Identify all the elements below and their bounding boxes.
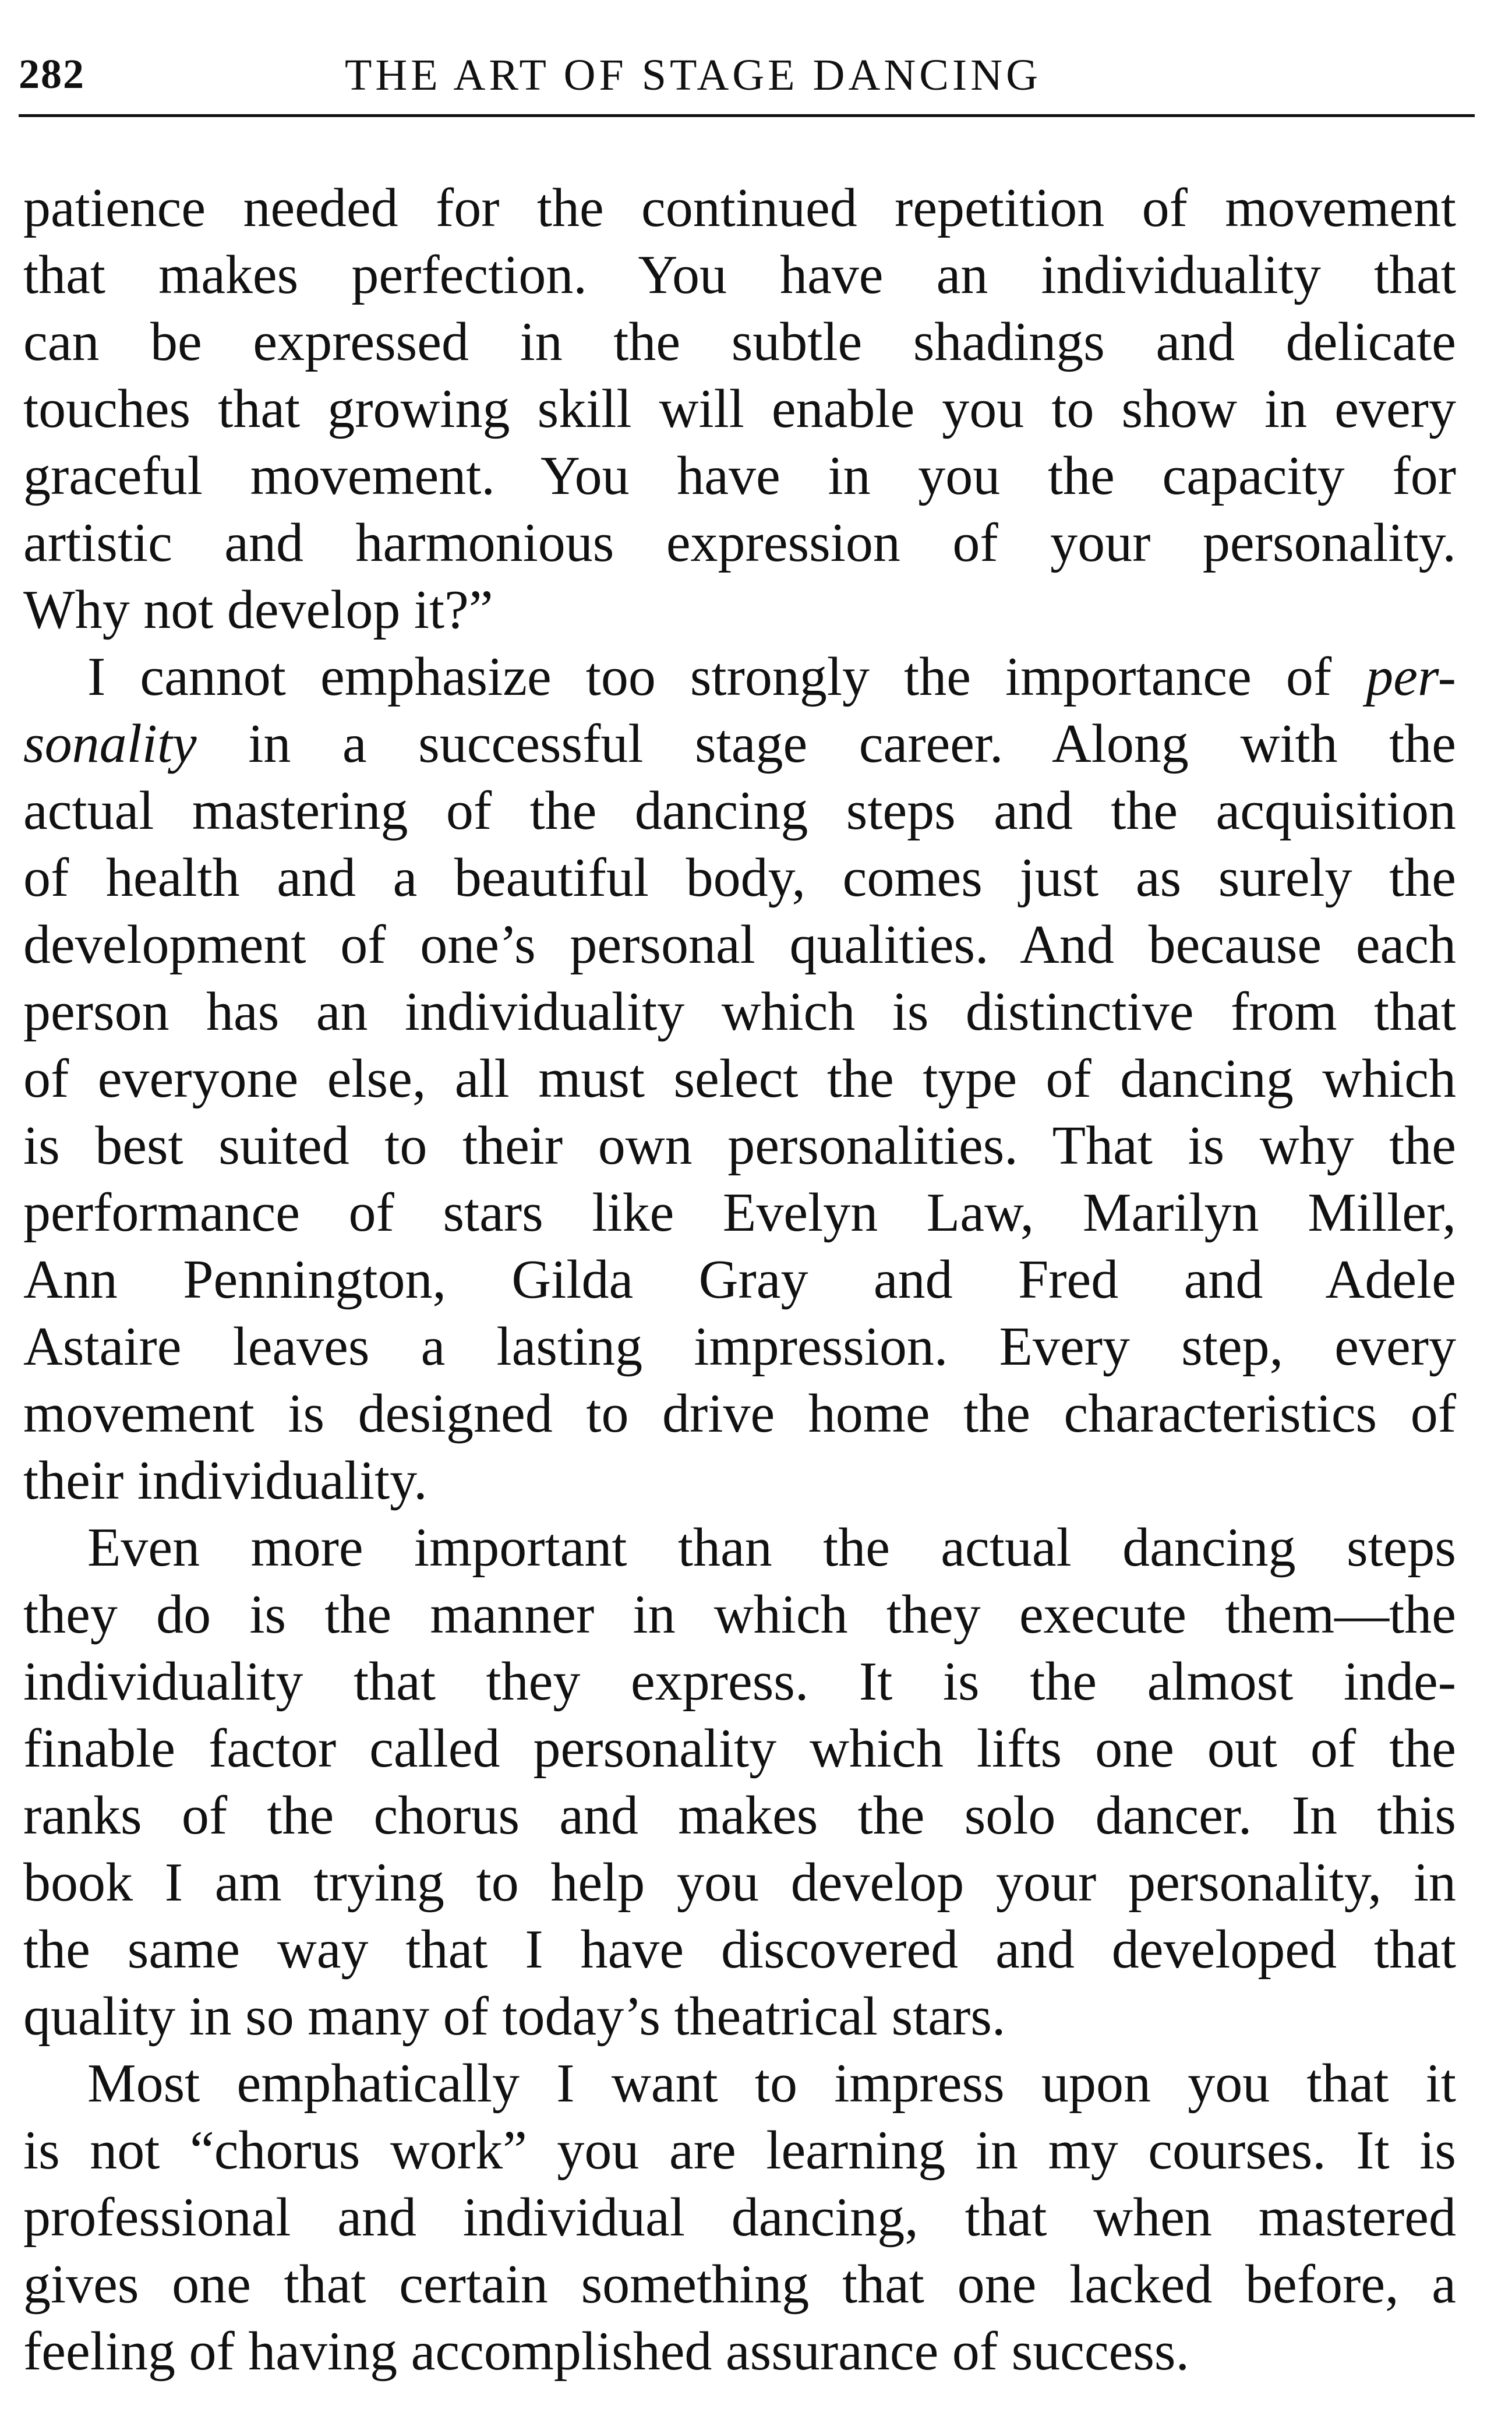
text-line: is best suited to their own personalities. That is why the — [23, 1115, 1456, 1176]
text-line: graceful movement. You have in you the capacity for — [23, 446, 1456, 506]
text-line: that makes perfection. You have an individuality that — [23, 245, 1456, 305]
text-line: Even more important than the actual dancing steps — [87, 1517, 1456, 1578]
text-line: is not “chorus work” you are learning in my courses. It is — [23, 2120, 1456, 2181]
text-line: artistic and harmonious expression of your personality. — [23, 513, 1456, 573]
text-line: patience needed for the continued repetition of movement — [23, 178, 1456, 238]
text-line: they do is the manner in which they execute them—the — [23, 1584, 1456, 1645]
emphasized-word: per- — [1366, 647, 1456, 707]
text-line: their individuality. — [23, 1450, 428, 1511]
text-line: performance of stars like Evelyn Law, Marilyn Miller, — [23, 1182, 1456, 1243]
text-line: development of one’s personal qualities. And because each — [23, 914, 1456, 975]
text-line: of everyone else, all must select the type of dancing which — [23, 1048, 1456, 1109]
page-number: 282 — [19, 51, 85, 97]
text-line: Why not develop it?” — [23, 580, 493, 640]
text-line: book I am trying to help you develop your personality, in — [23, 1852, 1456, 1913]
text-line: professional and individual dancing, that when mastered — [23, 2187, 1456, 2248]
running-head — [19, 50, 1475, 117]
text-line: Ann Pennington, Gilda Gray and Fred and Adele — [23, 1249, 1456, 1310]
text-line — [23, 711, 1456, 778]
text-line: finable factor called personality which lifts one out of the — [23, 1718, 1456, 1779]
text-line: of health and a beautiful body, comes just as surely the — [23, 847, 1456, 908]
text-line: individuality that they express. It is the almost inde- — [23, 1651, 1456, 1712]
text-line: Astaire leaves a lasting impression. Every step, every — [23, 1316, 1456, 1377]
text-line: touches that growing skill will enable you to show in every — [23, 379, 1456, 439]
text-line: the same way that I have discovered and developed that — [23, 1919, 1456, 1980]
text-segment: in a successful stage career. Along with the — [196, 713, 1456, 774]
running-title: THE ART OF STAGE DANCING — [345, 51, 1041, 100]
text-line — [23, 644, 1456, 711]
text-line: Most emphatically I want to impress upon you that it — [87, 2053, 1456, 2114]
text-line: can be expressed in the subtle shadings and delicate — [23, 312, 1456, 372]
text-line: quality in so many of today’s theatrical stars. — [23, 1986, 1006, 2047]
text-line: movement is designed to drive home the characteristics of — [23, 1383, 1456, 1444]
body-text — [23, 175, 1456, 2385]
text-line: ranks of the chorus and makes the solo dancer. In this — [23, 1785, 1456, 1846]
text-segment: I cannot emphasize too strongly the importance of — [87, 647, 1366, 707]
text-line: person has an individuality which is distinctive from that — [23, 981, 1456, 1042]
text-line: feeling of having accomplished assurance of success. — [23, 2321, 1189, 2382]
emphasized-word: sonality — [23, 713, 197, 774]
text-line: gives one that certain something that one lacked before, a — [23, 2254, 1456, 2315]
text-line: actual mastering of the dancing steps and the acquisition — [23, 780, 1456, 841]
